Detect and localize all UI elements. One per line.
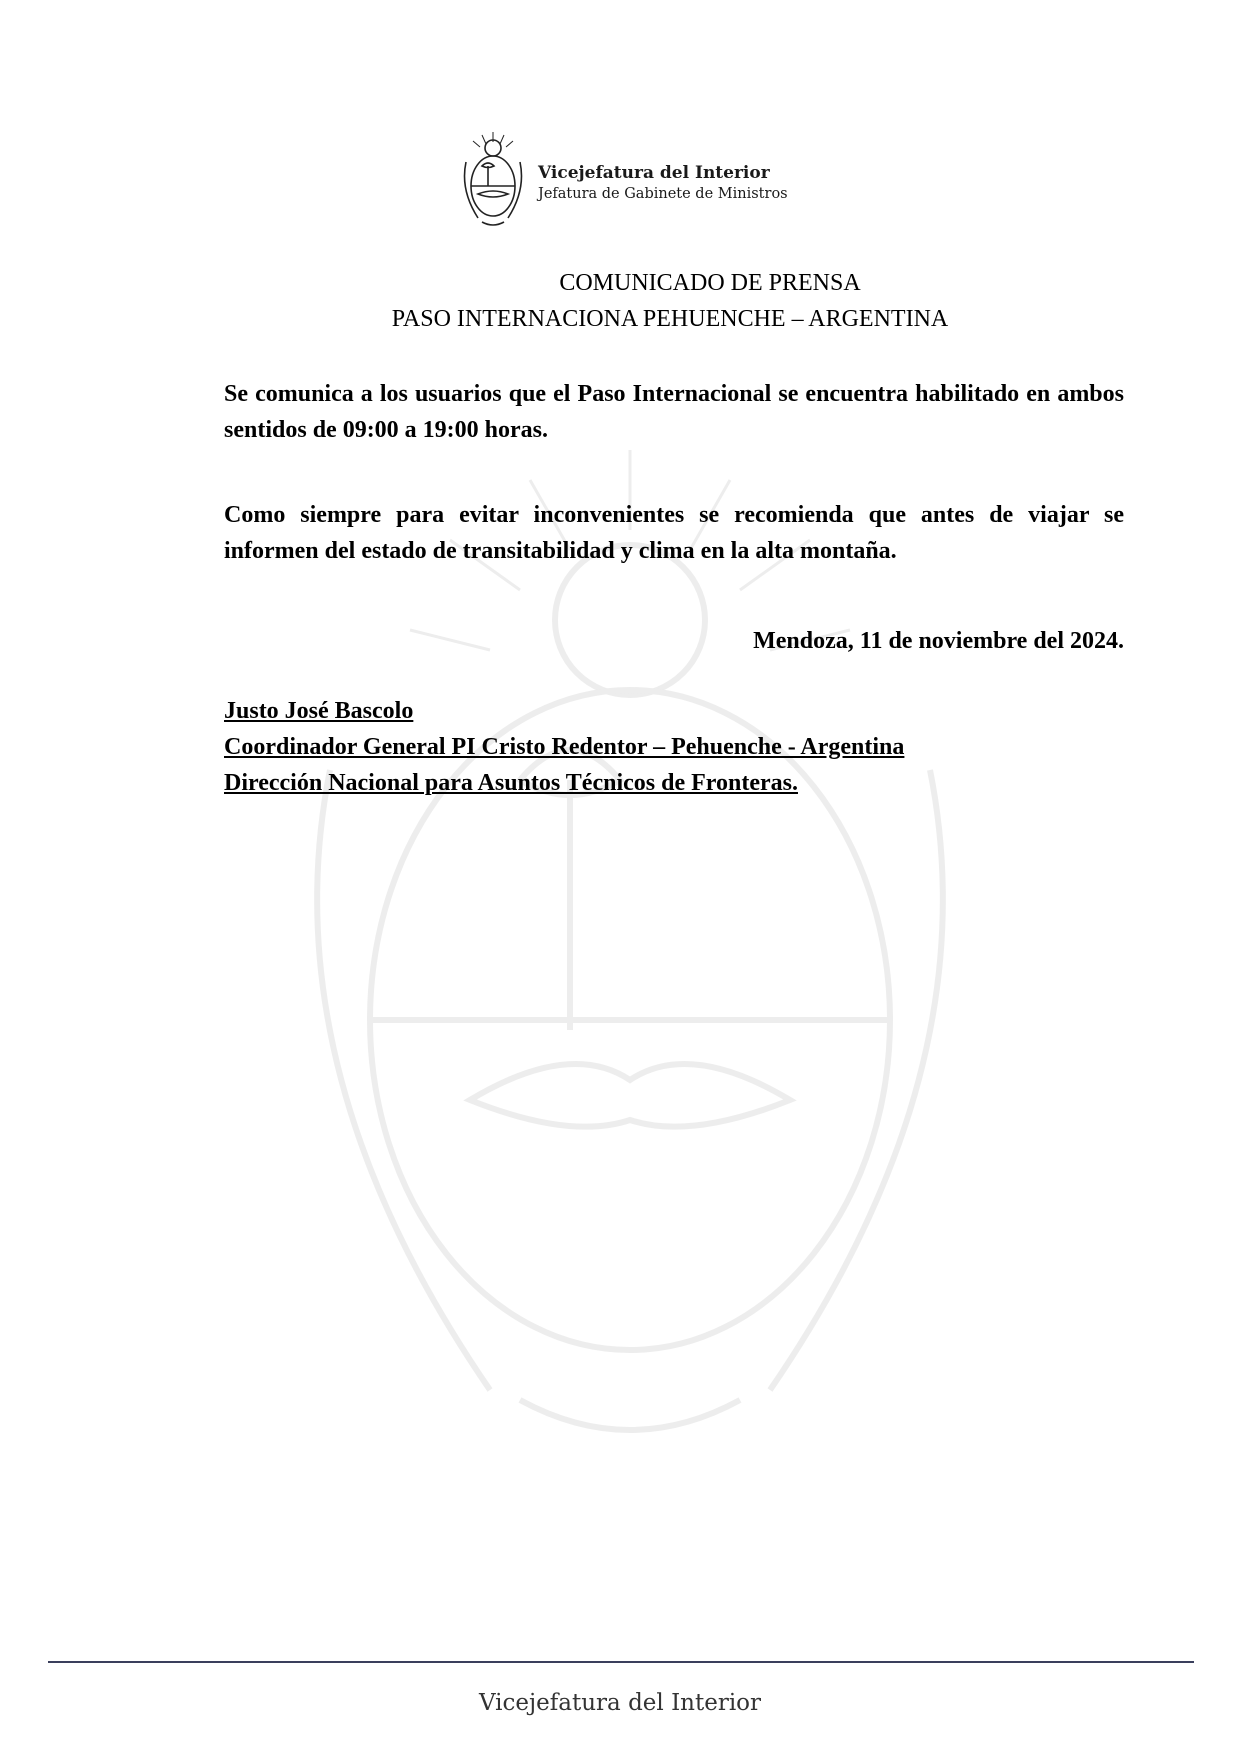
date-line: Mendoza, 11 de noviembre del 2024. [753,628,1124,654]
letterhead [460,128,788,238]
document-title: COMUNICADO DE PRENSA [559,270,861,296]
footer-text: Vicejefatura del Interior [478,1690,762,1716]
footer-divider [48,1661,1194,1663]
signer-title: Coordinador General PI Cristo Redentor – Pehuenche - Argentina [224,734,905,760]
document-subtitle: PASO INTERNACIONA PEHUENCHE – ARGENTINA [391,306,949,332]
paragraph-2: Como siempre para evitar inconvenientes se recomienda que antes de viajar se informen del estado de transitabilidad y clima en la alta montaña. [224,502,1124,564]
org-subtitle: Jefatura de Gabinete de Ministros [538,186,788,202]
signer-department: Dirección Nacional para Asuntos Técnicos de Fronteras. [224,770,798,796]
coat-of-arms-watermark [270,420,990,1490]
signer-name: Justo José Bascolo [224,698,414,724]
paragraph-1: Se comunica a los usuarios que el Paso Internacional se encuentra habilitado en ambos sentidos de 09:00 a 19:00 horas. [224,381,1124,443]
signature-block [224,693,904,801]
org-name: Vicejefatura del Interior [538,163,770,183]
coat-of-arms-icon [460,128,526,238]
